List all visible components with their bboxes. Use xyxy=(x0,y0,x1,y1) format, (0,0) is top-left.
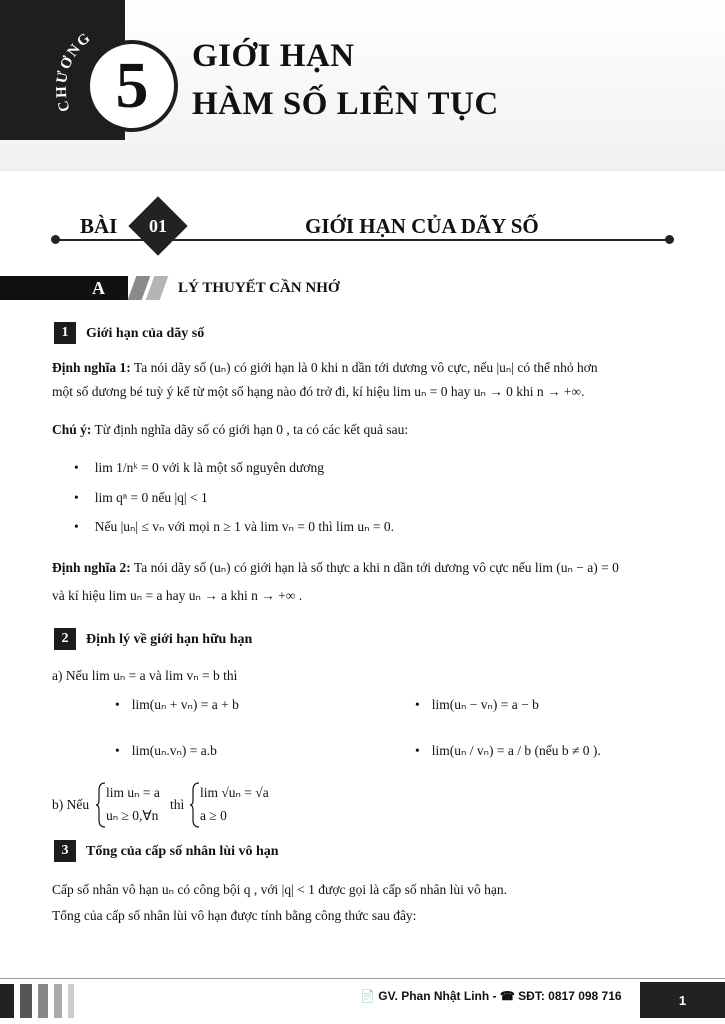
brace-2 xyxy=(190,782,200,828)
note-text: Từ định nghĩa dãy số có giới hạn 0 , ta có các kết quả sau: xyxy=(94,422,409,437)
footer-stripe-5 xyxy=(68,984,74,1018)
lesson-rule-dot-right xyxy=(665,235,674,244)
system2-line2: a ≥ 0 xyxy=(200,808,227,823)
sub1-title: Giới hạn của dãy số xyxy=(86,326,205,341)
bullet-1-text: lim 1/nᵏ = 0 với k là một số nguyên dương xyxy=(94,460,324,475)
def1-text1: Ta nói dãy số (uₙ) có giới hạn là 0 khi n dần tới dương vô cực, nếu |uₙ| có thể nhỏ hơn xyxy=(133,360,598,375)
lesson-label: BÀI xyxy=(80,214,118,238)
lesson-rule-dot-left xyxy=(51,235,60,244)
footer-stripe-3 xyxy=(38,984,48,1018)
formula-4-text: lim(uₙ / vₙ) = a / b (nếu b ≠ 0 ). xyxy=(431,743,601,758)
footer-stripe-1 xyxy=(0,984,14,1018)
phone-icon: ☎ xyxy=(499,989,515,1003)
def1-label: Định nghĩa 1: xyxy=(52,360,131,375)
def1-line2: một số dương bé tuỳ ý kể từ một số hạng nào đó trở đi, kí hiệu lim uₙ = 0 hay uₙ → 0 khi n → +∞. xyxy=(52,384,585,399)
formula-3-text: lim(uₙ.vₙ) = a.b xyxy=(131,743,217,758)
sub2-title: Định lý về giới hạn hữu hạn xyxy=(86,632,253,647)
note-line xyxy=(52,420,408,440)
formula-1-text: lim(uₙ + vₙ) = a + b xyxy=(131,697,239,712)
theorem-b-then: thì xyxy=(170,797,185,812)
chapter-title-line1: GIỚI HẠN xyxy=(192,38,355,74)
footer-phone: SĐT: 0817 098 716 xyxy=(518,989,622,1003)
def1-line1 xyxy=(52,358,677,378)
footer-stripe-4 xyxy=(54,984,62,1018)
brace-1 xyxy=(96,782,106,828)
section-a-title: LÝ THUYẾT CẦN NHỚ xyxy=(178,280,340,296)
system2-line1: lim √uₙ = √a xyxy=(200,785,269,800)
footer-rule xyxy=(0,978,725,979)
chapter-number: 5 xyxy=(86,40,178,132)
document-icon: 📄 xyxy=(360,989,375,1003)
footer-stripe-2 xyxy=(20,984,32,1018)
bullet-2: • lim qⁿ = 0 nếu |q| < 1 xyxy=(74,490,208,505)
chapter-label: CHƯƠNG xyxy=(53,29,95,114)
lesson-number: 01 xyxy=(149,215,167,236)
sub3-number: 3 xyxy=(54,840,76,862)
lesson-title: GIỚI HẠN CỦA DÃY SỐ xyxy=(305,214,539,238)
bullet-2-text: lim qⁿ = 0 nếu |q| < 1 xyxy=(94,490,208,505)
sub3-line2: Tổng của cấp số nhân lùi vô hạn được tính bằng công thức sau đây: xyxy=(52,908,417,923)
section-a-letter: A xyxy=(92,278,105,298)
formula-4: • lim(uₙ / vₙ) = a / b (nếu b ≠ 0 ). xyxy=(415,743,601,758)
note-label: Chú ý: xyxy=(52,422,92,437)
sub3-line1: Cấp số nhân vô hạn uₙ có công bội q , với |q| < 1 được gọi là cấp số nhân lùi vô hạn. xyxy=(52,882,508,897)
system1-line1: lim uₙ = a xyxy=(106,785,160,800)
sub3-title: Tổng của cấp số nhân lùi vô hạn xyxy=(86,844,279,859)
def2-line1 xyxy=(52,558,682,578)
footer-author: GV. Phan Nhật Linh - xyxy=(378,989,497,1003)
bullet-3: • Nếu |uₙ| ≤ vₙ với mọi n ≥ 1 và lim vₙ = 0 thì lim uₙ = 0. xyxy=(74,519,394,534)
chapter-title-line2: HÀM SỐ LIÊN TỤC xyxy=(192,86,499,122)
def2-label: Định nghĩa 2: xyxy=(52,560,131,575)
formula-2-text: lim(uₙ − vₙ) = a − b xyxy=(431,697,539,712)
footer-author-line xyxy=(360,989,622,1003)
sub2-number: 2 xyxy=(54,628,76,650)
bullet-1: • lim 1/nᵏ = 0 với k là một số nguyên dương xyxy=(74,460,324,475)
system1-line2: uₙ ≥ 0,∀n xyxy=(106,808,159,823)
bullet-3-text: Nếu |uₙ| ≤ vₙ với mọi n ≥ 1 và lim vₙ = 0 thì lim uₙ = 0. xyxy=(94,519,394,534)
page-number: 1 xyxy=(640,982,725,1018)
formula-1: • lim(uₙ + vₙ) = a + b xyxy=(115,697,239,712)
section-a-bar xyxy=(0,276,128,300)
def2-text1: Ta nói dãy số (uₙ) có giới hạn là số thực a khi n dần tới dương vô cực nếu lim (uₙ − a) = 0 xyxy=(133,560,619,575)
formula-3: • lim(uₙ.vₙ) = a.b xyxy=(115,743,217,758)
theorem-b-prefix: b) Nếu xyxy=(52,797,90,812)
sub1-number: 1 xyxy=(54,322,76,344)
def2-line2: và kí hiệu lim uₙ = a hay uₙ → a khi n → +∞ . xyxy=(52,588,303,603)
theorem-a-line: a) Nếu lim uₙ = a và lim vₙ = b thì xyxy=(52,668,238,683)
formula-2: • lim(uₙ − vₙ) = a − b xyxy=(415,697,539,712)
